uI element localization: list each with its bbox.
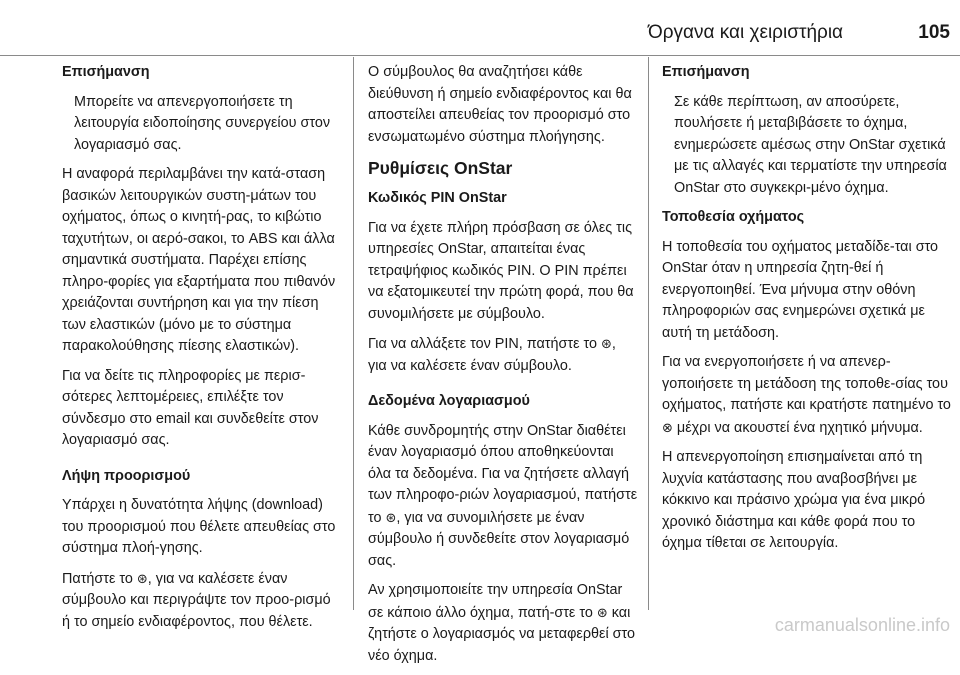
- note-title: Επισήμανση: [662, 64, 750, 80]
- column-3: [662, 62, 952, 563]
- paragraph: Για να έχετε πλήρη πρόσβαση σε όλες τις υπηρεσίες OnStar, απαιτείται ένας τετραψήφιος κωδικός PIN. Ο PIN πρέπει να εξατομικευτεί την πρώτη φορά, που θα συνομιλήσετε με σύμβουλο.: [368, 219, 634, 322]
- column-divider-1: [353, 57, 354, 610]
- subheading-account-data: Δεδομένα λογαριασμού: [368, 393, 530, 409]
- note-body: Σε κάθε περίπτωση, αν αποσύρετε, πουλήσετε ή μεταβιβάσετε το όχημα, ενημερώσετε αμέσως στην OnStar σχετικά με τις αλλαγές και τερματίστε την υπηρεσία OnStar στο συγκεκρι-μένο όχημα.: [674, 93, 947, 196]
- column-divider-2: [648, 57, 649, 610]
- privacy-button-icon: ⊗: [662, 419, 673, 435]
- text-run: Πατήστε το: [62, 570, 137, 587]
- text-run: Κάθε συνδρομητής στην OnStar διαθέτει έναν λογαριασμό όπου αποθηκεύονται όλα τα δεδομένα. Για να ζητήσετε αλλαγή των πληροφο-ριών λογαριασμού, πατήστε το: [368, 422, 638, 526]
- section-heading-vehicle-location: Τοποθεσία οχήματος: [662, 209, 805, 225]
- text-run: Αν χρησιμοποιείτε την υπηρεσία OnStar σε κάποιο άλλο όχημα, πατή-στε το: [368, 582, 623, 621]
- section-heading-onstar-settings: Ρυθμίσεις OnStar: [368, 158, 513, 178]
- page-title: Όργανα και χειριστήρια: [648, 22, 844, 43]
- watermark: carmanualsonline.info: [774, 615, 950, 635]
- text-run: και ζητήστε ο λογαριασμός να μεταφερθεί στο νέο όχημα.: [368, 604, 635, 664]
- page-number: 105: [918, 22, 950, 43]
- paragraph: [368, 580, 638, 667]
- paragraph: Ο σύμβουλος θα αναζητήσει κάθε διεύθυνση ή σημείο ενδιαφέροντος και θα αποστείλει απευθείας τον προορισμό στο ενσωματωμένο σύστημα πλοήγησης.: [368, 64, 632, 145]
- text-run: , για να συνομιλήσετε με έναν σύμβουλο ή συνδεθείτε στον λογαριασμό σας.: [368, 509, 630, 569]
- note-body: Μπορείτε να απενεργοποιήσετε τη λειτουργία ειδοποίησης συνεργείου στον λογαριασμό σας.: [74, 93, 331, 153]
- text-run: , για να καλέσετε έναν σύμβουλο.: [368, 336, 616, 374]
- paragraph: Για να δείτε τις πληροφορίες με περισ-σότερες λεπτομέρειες, επιλέξτε τον σύνδεσμο στο email και συνδεθείτε στον λογαριασμό σας.: [62, 367, 319, 448]
- column-1: [62, 62, 342, 641]
- note-box: [662, 62, 952, 199]
- paragraph: [368, 333, 638, 377]
- paragraph: Η αναφορά περιλαμβάνει την κατά-σταση βασικών λειτουργικών συστη-μάτων του οχήματος, όπως ο κινητή-ρας, το κιβώτιο ταχυτήτων, οι αερό-σακοι, το ABS και άλλα σημαντικά συστήματα. Παρέχει επίσης πληρο-φορίες για εξαρτήματα που πιθανόν χρειάζονται συντήρηση και για την πίεση των ελαστικών (μόνο με το σύστημα παρακολούθησης πίεσης ελαστικών).: [62, 166, 336, 354]
- subheading-pin: Κωδικός PIN OnStar: [368, 190, 507, 206]
- paragraph: [368, 421, 638, 573]
- text-run: Για να ενεργοποιήσετε ή να απενερ-γοποιήσετε τη μετάδοση της τοποθε-σίας του οχήματος, πατήστε και κρατήστε πατημένο το: [662, 354, 951, 413]
- paragraph: [62, 568, 342, 634]
- onstar-button-icon: ⊛: [596, 604, 608, 620]
- section-heading-destination: Λήψη προορισμού: [62, 467, 191, 484]
- text-run: Για να αλλάξετε τον PIN, πατήστε το: [368, 336, 601, 352]
- onstar-button-icon: ⊛: [385, 509, 397, 525]
- onstar-button-icon: ⊛: [600, 336, 612, 351]
- note-title: Επισήμανση: [62, 64, 150, 80]
- note-box: [62, 62, 342, 156]
- paragraph: Υπάρχει η δυνατότητα λήψης (download) του προορισμού που θέλετε απευθείας στο σύστημα πλοή-γησης.: [62, 497, 336, 556]
- onstar-button-icon: ⊛: [136, 570, 148, 586]
- text-run: , για να καλέσετε έναν σύμβουλο και περιγράψτε τον προο-ρισμό ή το σημείο ενδιαφέροντος, που θέλετε.: [62, 570, 331, 630]
- paragraph: [662, 352, 952, 439]
- page-header: [0, 0, 960, 56]
- paragraph: Η τοποθεσία του οχήματος μεταδίδε-ται στο OnStar όταν η υπηρεσία ζητη-θεί ή ενεργοποιηθεί. Ένα μήνυμα στην οθόνη πληροφοριών σας ενημερώνει σχετικά με αυτή τη μετάδοση.: [662, 238, 939, 341]
- text-run: μέχρι να ακουστεί ένα ηχητικό μήνυμα.: [672, 419, 923, 436]
- paragraph: Η απενεργοποίηση επισημαίνεται από τη λυχνία κατάστασης που αναβοσβήνει με κόκκινο και πράσινο χρώμα για ένα μικρό χρονικό διάστημα και κάθε φορά που το όχημα τίθεται σε λειτουργία.: [662, 449, 926, 551]
- column-2: [368, 62, 638, 675]
- header-rule: [0, 55, 960, 56]
